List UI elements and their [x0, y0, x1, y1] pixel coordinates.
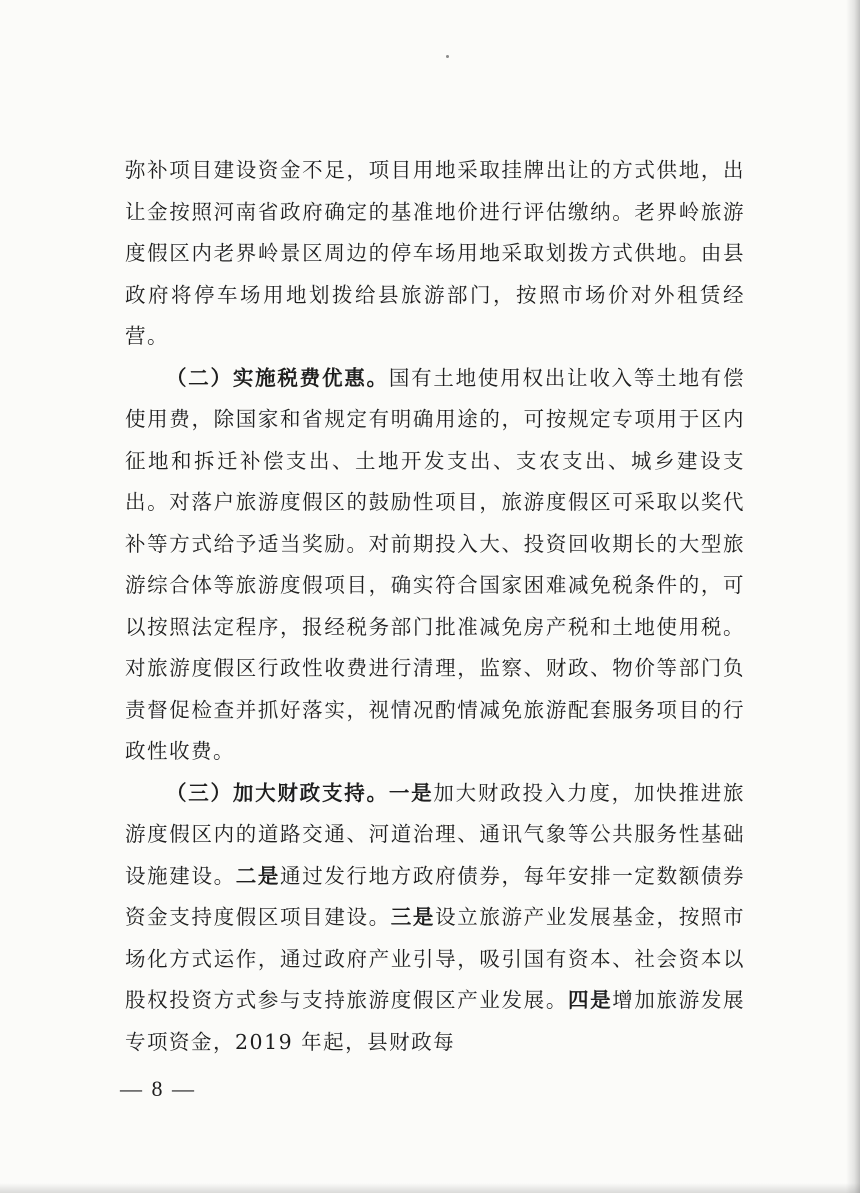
- paragraph-fiscal-support: [125, 773, 745, 1064]
- page-number: — 8 —: [120, 1076, 196, 1101]
- paragraph-text: 增加旅游发展专项资金，2019 年起，县财政每: [125, 988, 746, 1054]
- paragraph-text: 加大财政投入力度，加快推进旅游度假区内的道路交通、河道治理、通讯气象等公共服务性基础设施建设。: [125, 780, 746, 888]
- item-marker-three: 三是: [390, 905, 436, 929]
- item-marker-four: 四是: [567, 988, 613, 1012]
- section-heading-tax-incentives: （二）实施税费优惠。: [166, 365, 389, 390]
- paragraph-tax-incentives: [125, 358, 745, 773]
- scan-speck: [446, 55, 449, 58]
- section-heading-fiscal-support: （三）加大财政支持。: [166, 780, 389, 805]
- paragraph-text: 国有土地使用权出让收入等土地有偿使用费，除国家和省规定有明确用途的，可按规定专项用于区内征地和拆迁补偿支出、土地开发支出、支农支出、城乡建设支出。对落户旅游度假区的鼓励性项目，旅游度假区可采取以奖代补等方式给予适当奖励。对前期投入大、投资回收期长的大型旅游综合体等旅游度假项目，确实符合国家困难减免税条件的，可以按照法定程序，报经税务部门批准减免房产税和土地使用税。对旅游度假区行政性收费进行清理，监察、财政、物价等部门负责督促检查并抓好落实，视情况酌情减免旅游配套服务项目的行政性收费。: [125, 365, 746, 763]
- item-marker-two: 二是: [235, 863, 281, 888]
- document-body: [125, 150, 745, 1063]
- paragraph-land-supply: [125, 150, 745, 358]
- paragraph-text: 通过发行地方政府债券，每年安排一定数额债券资金支持度假区项目建设。: [125, 863, 746, 929]
- paragraph-text: 弥补项目建设资金不足，项目用地采取挂牌出让的方式供地，出让金按照河南省政府确定的基准地价进行评估缴纳。老界岭旅游度假区内老界岭景区周边的停车场用地采取划拨方式供地。由县政府将停车场用地划拨给县旅游部门，按照市场价对外租赁经营。: [125, 158, 745, 348]
- scan-edge-bottom: [0, 1183, 860, 1193]
- scan-edge-right: [846, 0, 860, 1193]
- paragraph-text: 设立旅游产业发展基金，按照市场化方式运作，通过政府产业引导，吸引国有资本、社会资本以股权投资方式参与支持旅游度假区产业发展。: [125, 905, 746, 1012]
- item-marker-one: 一是: [388, 780, 434, 805]
